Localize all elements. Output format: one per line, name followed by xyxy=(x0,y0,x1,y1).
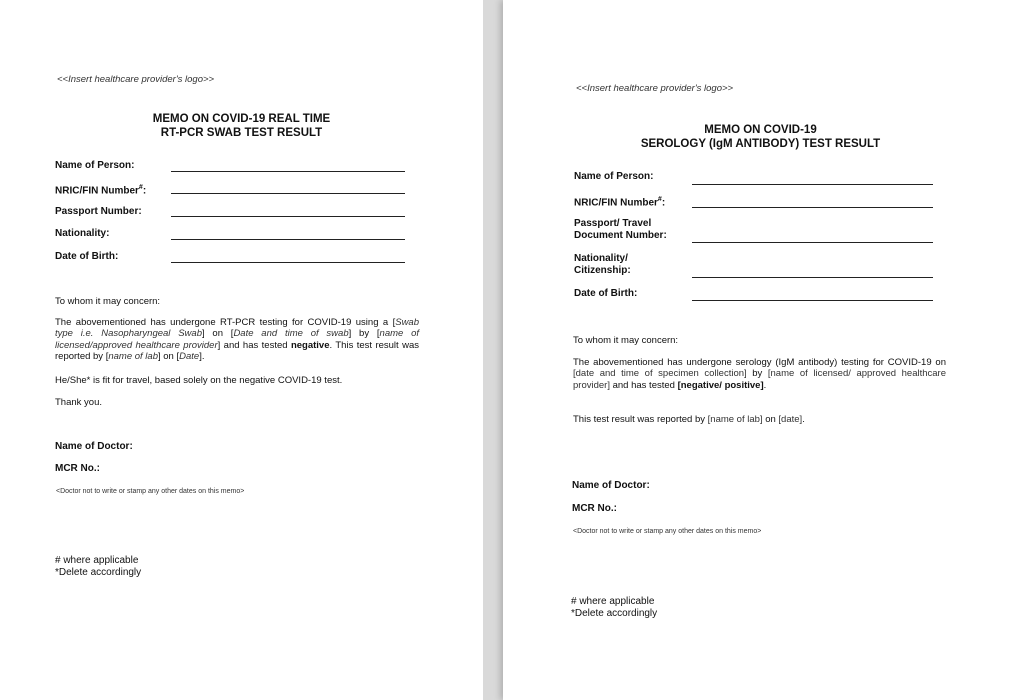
para-text: and has tested xyxy=(609,379,678,391)
nric-fin-superscript: # xyxy=(138,184,143,191)
date-of-birth-label: Date of Birth: xyxy=(574,288,638,299)
date-placeholder: Date xyxy=(179,350,200,362)
memo-serology-page xyxy=(503,0,1024,700)
specimen-date-placeholder: [date and time of specimen collection] xyxy=(573,368,747,380)
provider-placeholder: [name of licensed/ approved healthcare provider] xyxy=(573,368,947,391)
memo-title xyxy=(0,112,483,140)
reported-by-text xyxy=(573,414,805,425)
nationality-citizenship-line xyxy=(692,277,933,278)
para-text: This test result was reported by xyxy=(573,414,708,425)
mcr-no-label: MCR No.: xyxy=(572,503,617,514)
doctor-note: <Doctor not to write or stamp any other dates on this memo> xyxy=(56,488,245,495)
para-text: The abovementioned has undergone RT-PCR testing for COVID-19 using a [ xyxy=(55,317,396,328)
result-negative: negative xyxy=(290,339,330,351)
passport-travel-label-line1: Passport/ Travel xyxy=(574,218,652,229)
doctor-note: <Doctor not to write or stamp any other dates on this memo> xyxy=(573,528,762,535)
footnote-where-applicable: # where applicable xyxy=(571,596,655,607)
salutation: To whom it may concern: xyxy=(55,296,161,307)
memo-rt-pcr-page xyxy=(0,0,483,700)
nric-fin-line xyxy=(692,207,933,208)
lab-placeholder: name of lab xyxy=(108,350,158,362)
name-of-doctor-label: Name of Doctor: xyxy=(572,480,650,491)
para-text: . This test result was reported by [ xyxy=(55,339,419,362)
test-result-paragraph xyxy=(573,357,946,391)
memo-title-line2: RT-PCR SWAB TEST RESULT xyxy=(160,127,323,139)
nric-fin-label xyxy=(55,182,146,197)
footnote-delete-accordingly: *Delete accordingly xyxy=(571,608,658,619)
nationality-label-line2: Citizenship: xyxy=(574,265,631,276)
memo-title-line2: SEROLOGY (IgM ANTIBODY) TEST RESULT xyxy=(640,138,881,150)
name-of-person-line xyxy=(692,184,933,185)
name-of-person-label: Name of Person: xyxy=(55,160,135,171)
logo-placeholder: <<Insert healthcare provider's logo>> xyxy=(576,83,734,94)
passport-travel-document-label xyxy=(574,218,667,242)
nric-fin-label-text: NRIC/FIN Number xyxy=(55,185,139,197)
footnote-where-applicable: # where applicable xyxy=(55,555,139,566)
nationality-label: Nationality: xyxy=(55,228,110,239)
para-text: ] on [ xyxy=(158,350,180,362)
nric-fin-superscript: # xyxy=(657,196,662,203)
provider-placeholder: name of licensed/approved healthcare provider xyxy=(55,328,420,351)
logo-placeholder: <<Insert healthcare provider's logo>> xyxy=(57,74,215,85)
swab-date-placeholder: Date and time of swab xyxy=(233,328,349,340)
para-text: ] on [ xyxy=(201,328,234,340)
nric-fin-colon: : xyxy=(661,197,666,209)
fit-for-travel-text: He/She* is fit for travel, based solely on the negative COVID-19 test. xyxy=(55,375,343,386)
test-result-paragraph xyxy=(55,317,419,362)
para-text: ] by [ xyxy=(348,328,380,340)
memo-title-line1: MEMO ON COVID-19 xyxy=(704,124,817,136)
lab-placeholder: [name of lab] xyxy=(707,414,763,425)
date-of-birth-line xyxy=(171,262,405,263)
date-placeholder: [date] xyxy=(778,414,803,425)
date-of-birth-line xyxy=(692,300,933,301)
para-text: The abovementioned has undergone serology (IgM antibody) testing for COVID-19 on xyxy=(573,357,946,368)
para-text: ] and has tested xyxy=(217,339,291,351)
thank-you-text: Thank you. xyxy=(55,397,102,408)
nationality-label-line1: Nationality/ xyxy=(574,253,628,264)
nationality-citizenship-label xyxy=(574,253,631,277)
para-text: ]. xyxy=(199,350,205,362)
memo-title xyxy=(503,123,1018,151)
para-text: on xyxy=(762,414,779,425)
result-placeholder: [negative/ positive] xyxy=(677,379,764,391)
para-text: . xyxy=(763,379,767,391)
swab-type-placeholder: Swab type i.e. Nasopharyngeal Swab xyxy=(55,317,419,340)
mcr-no-label: MCR No.: xyxy=(55,463,100,474)
name-of-person-line xyxy=(171,171,405,172)
name-of-person-label: Name of Person: xyxy=(574,171,654,182)
passport-travel-line xyxy=(692,242,933,243)
nric-fin-label-text: NRIC/FIN Number xyxy=(574,197,658,209)
passport-travel-label-line2: Document Number: xyxy=(574,230,667,241)
footnote-delete-accordingly: *Delete accordingly xyxy=(55,567,142,578)
memo-title-line1: MEMO ON COVID-19 REAL TIME xyxy=(152,113,331,125)
nric-fin-line xyxy=(171,193,405,194)
para-text: by xyxy=(746,368,768,380)
nationality-line xyxy=(171,239,405,240)
name-of-doctor-label: Name of Doctor: xyxy=(55,441,133,452)
date-of-birth-label: Date of Birth: xyxy=(55,251,119,262)
salutation: To whom it may concern: xyxy=(573,335,679,346)
nric-fin-label xyxy=(574,194,665,209)
para-text: . xyxy=(802,414,805,425)
nric-fin-colon: : xyxy=(142,185,147,197)
passport-number-label: Passport Number: xyxy=(55,206,142,217)
passport-number-line xyxy=(171,216,405,217)
